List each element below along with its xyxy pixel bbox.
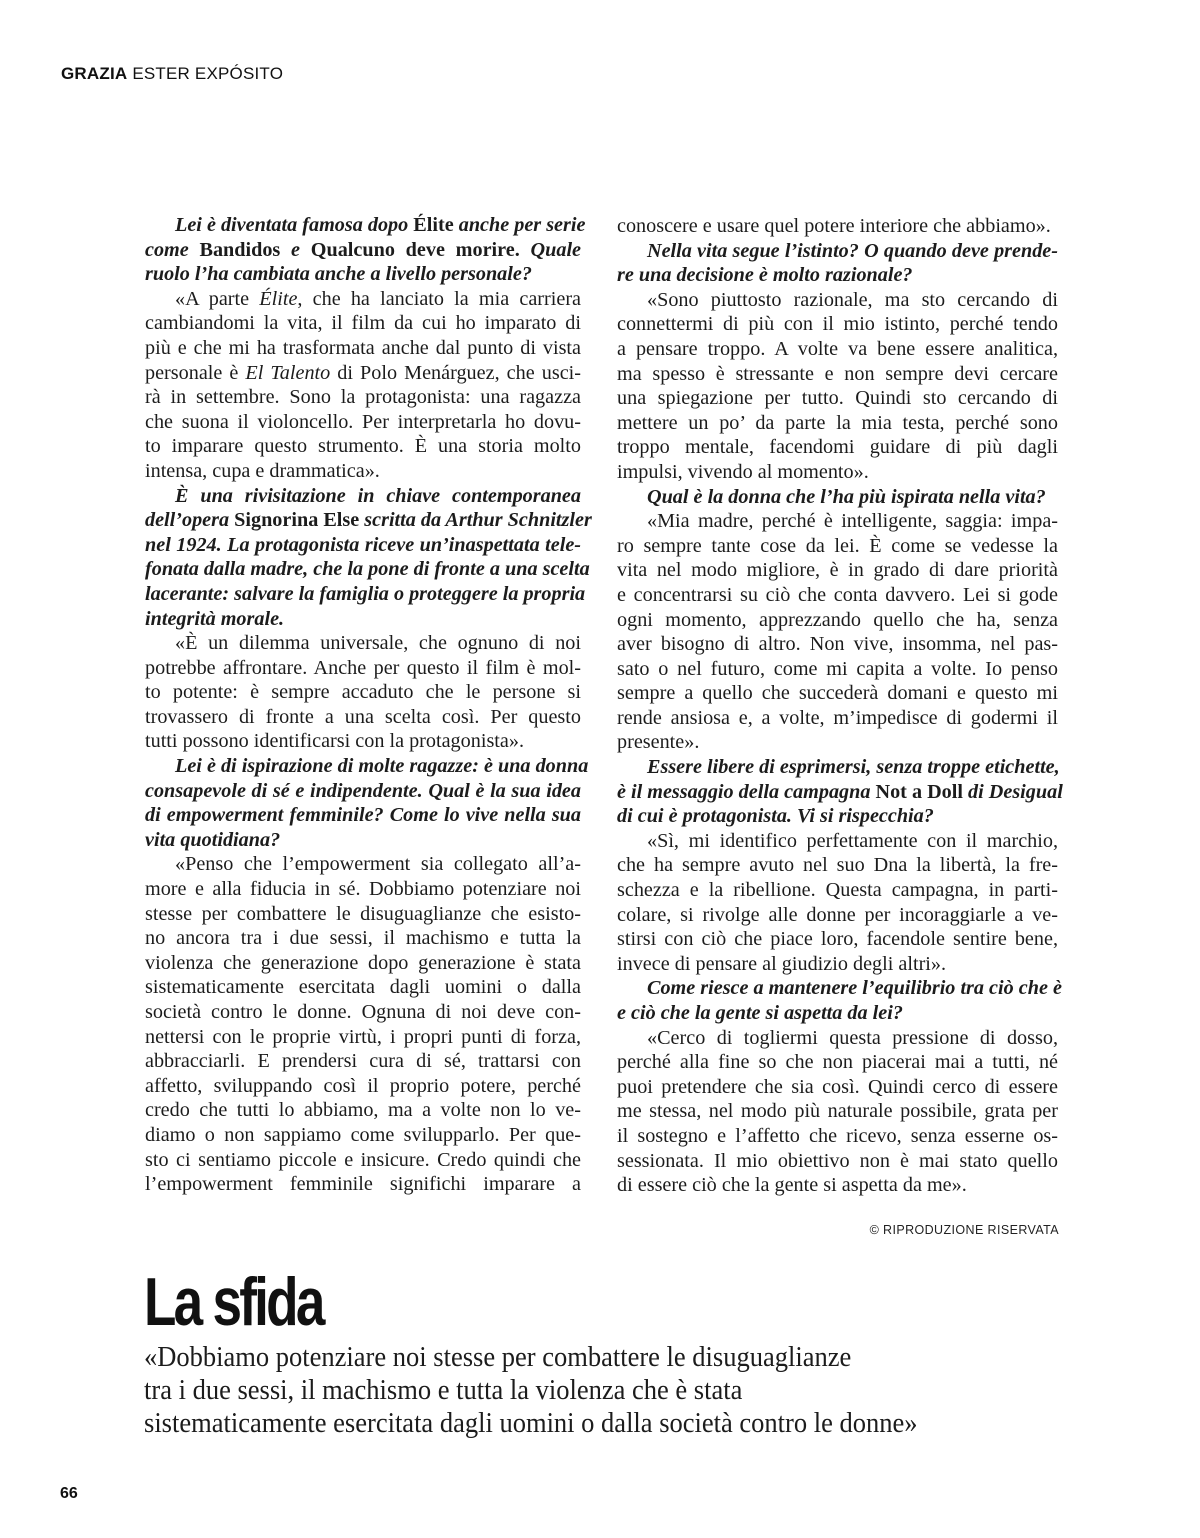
article-column-right xyxy=(617,214,1063,1198)
text-line: me stessa, nel modo più naturale possibile, grata per xyxy=(617,1100,1058,1123)
pull-quote-line: «Dobbiamo potenziare noi stesse per combattere le disuguaglianze xyxy=(144,1342,852,1373)
text-line: una spiegazione per tutto. Quindi sto cercando di xyxy=(617,387,1058,410)
text-line: è il messaggio della campagna Not a Doll di Desigual xyxy=(617,780,1063,803)
text-line: aver bisogno di altro. Non vive, insomma, nel pas- xyxy=(617,633,1058,656)
text-line: presente». xyxy=(617,731,700,754)
text-line: Lei è diventata famosa dopo Élite anche per serie xyxy=(175,214,586,236)
interview-answer xyxy=(617,214,1058,239)
text-line: perché alla fine so che non piacerai mai a tutti, né xyxy=(617,1051,1058,1074)
text-line: no ancora tra i due sessi, il machismo e tutta la xyxy=(145,927,581,950)
text-line: vita quotidiana? xyxy=(145,828,281,851)
text-line: rà in settembre. Sono la protagonista: una ragazza xyxy=(145,386,581,409)
text-line: sempre a quello che succederà domani e questo mi xyxy=(617,682,1058,705)
text-line: affetto, sviluppando così il proprio potere, perché xyxy=(145,1074,581,1097)
text-line: to imparare questo strumento. È una storia molto xyxy=(145,435,581,458)
text-line: schezza e la ribellione. Questa campagna, in parti- xyxy=(617,879,1058,902)
interview-answer xyxy=(617,1026,1058,1198)
page-number: 66 xyxy=(60,1485,78,1502)
text-line: colare, si rivolge alle donne per incoraggiarle a ve- xyxy=(617,903,1058,926)
interview-question xyxy=(145,754,589,852)
text-line: mettere un po’ da parte la mia testa, perché sono xyxy=(617,411,1058,434)
text-line: nettersi con le proprie virtù, i propri punti di forza, xyxy=(145,1025,581,1048)
text-line: e ciò che la gente si aspetta da lei? xyxy=(617,1002,903,1024)
text-line: sto ci sentiamo piccole e insicure. Credo quindi che xyxy=(145,1148,581,1171)
pull-quote-line: tra i due sessi, il machismo e tutta la violenza che è stata xyxy=(144,1375,743,1406)
text-line: personale è El Talento di Polo Menárguez, che usci- xyxy=(145,361,581,384)
interview-question xyxy=(145,213,586,287)
text-line: consapevole di sé e indipendente. Qual è la sua idea xyxy=(145,779,581,802)
running-head xyxy=(61,64,283,84)
text-line: stesse per combattere le disuguaglianze che esisto- xyxy=(145,902,581,925)
text-line: ruolo l’ha cambiata anche a livello personale? xyxy=(145,263,532,286)
interview-answer xyxy=(617,829,1058,977)
text-line: puoi pretendere che sia così. Quindi cerco di essere xyxy=(617,1075,1058,1098)
text-line: diamo o non sappiamo come svilupparlo. Per que- xyxy=(145,1123,581,1146)
text-line: sistematicamente esercitata dagli uomini o dalla xyxy=(145,976,581,999)
article-column-left xyxy=(145,213,592,1197)
text-line: e concentrarsi su ciò che conta davvero. Lei si gode xyxy=(617,583,1058,606)
text-line: nel 1924. La protagonista riceve un’inaspettata tele- xyxy=(145,533,581,556)
text-line: «È un dilemma universale, che ognuno di noi xyxy=(175,632,581,655)
interview-answer xyxy=(145,852,581,1196)
text-line: cambiandomi la vita, il film da cui ho imparato di xyxy=(145,312,581,335)
text-line: È una rivisitazione in chiave contemporanea xyxy=(175,484,581,507)
text-line: di cui è protagonista. Vi si rispecchia? xyxy=(617,805,934,828)
interview-answer xyxy=(145,631,581,754)
text-line: abbracciarli. E prendersi cura di sé, trattarsi con xyxy=(145,1050,581,1073)
text-line: l’empowerment femminile significhi imparare a xyxy=(145,1173,581,1196)
text-line: «Cerco di togliermi questa pressione di dosso, xyxy=(647,1026,1058,1049)
interview-question xyxy=(617,755,1063,829)
text-line: potrebbe affrontare. Anche per questo il film è mol- xyxy=(145,656,581,679)
text-line: di essere ciò che la gente si aspetta da me». xyxy=(617,1174,967,1197)
text-line: fonata dalla madre, che la pone di fronte a una scelta xyxy=(145,558,590,581)
text-line: Come riesce a mantenere l’equilibrio tra ciò che è xyxy=(647,977,1062,1000)
text-line: sato o nel futuro, come mi capita a volte. Io penso xyxy=(617,657,1058,680)
text-line: Nella vita segue l’istinto? O quando deve prende- xyxy=(647,239,1058,262)
text-line: invece di pensare al giudizio degli altri». xyxy=(617,952,947,975)
interview-answer xyxy=(617,509,1058,755)
text-line: ma spesso è stressante e non sempre devi cercare xyxy=(617,362,1058,385)
text-line: «Mia madre, perché è intelligente, saggia: impa- xyxy=(647,510,1058,533)
pull-quote-title: La sfida xyxy=(144,1264,323,1340)
text-line: impulsi, vivendo al momento». xyxy=(617,460,869,483)
text-line: che suona il violoncello. Per interpretarla ho dovu- xyxy=(145,410,581,433)
text-line: «Sono piuttosto razionale, ma sto cercando di xyxy=(647,288,1058,311)
text-line: come Bandidos e Qualcuno deve morire. Quale xyxy=(145,238,582,261)
text-line: che ha sempre avuto nel suo Dna la libertà, la fre- xyxy=(617,854,1058,877)
text-line: integrità morale. xyxy=(145,607,285,630)
text-line: tutti possono identificarsi con la protagonista». xyxy=(145,730,525,753)
magazine-brand: GRAZIA xyxy=(61,64,128,83)
text-line: ogni momento, apprezzando quello che ha, senza xyxy=(617,608,1058,631)
text-line: to potente: è sempre accaduto che le persone si xyxy=(145,681,581,704)
text-line: di empowerment femminile? Come lo vive nella sua xyxy=(145,804,581,827)
pull-quote xyxy=(144,1341,918,1440)
interview-question xyxy=(617,976,1062,1025)
text-line: Qual è la donna che l’ha più ispirata nella vita? xyxy=(647,485,1046,508)
text-line: dell’opera Signorina Else scritta da Arthur Schnitzler xyxy=(145,509,592,532)
pull-quote-line: sistematicamente esercitata dagli uomini o dalla società contro le donne» xyxy=(144,1408,918,1439)
text-line: «Sì, mi identifico perfettamente con il marchio, xyxy=(647,829,1058,852)
text-line: stirsi con ciò che piace loro, facendole sentire bene, xyxy=(617,928,1058,951)
interview-question xyxy=(617,485,1058,510)
text-line: more e alla fiducia in sé. Dobbiamo potenziare noi xyxy=(145,878,581,901)
interview-answer xyxy=(145,287,581,484)
text-line: rende ansiosa e, a volte, m’impedisce di godermi il xyxy=(617,706,1058,729)
text-line: lacerante: salvare la famiglia o proteggere la propria xyxy=(145,582,586,605)
article-subject: ESTER EXPÓSITO xyxy=(132,64,284,83)
text-line: sessionata. Il mio obiettivo non è mai stato quello xyxy=(617,1149,1058,1172)
text-line: «Penso che l’empowerment sia collegato all’a- xyxy=(175,853,581,876)
copyright-notice: © RIPRODUZIONE RISERVATA xyxy=(869,1223,1059,1237)
interview-question xyxy=(617,239,1058,288)
text-line: credo che tutti lo abbiamo, ma a volte non lo ve- xyxy=(145,1099,581,1122)
interview-answer xyxy=(617,288,1058,485)
text-line: connettermi di più con il mio istinto, perché tendo xyxy=(617,313,1058,336)
text-line: re una decisione è molto razionale? xyxy=(617,264,913,287)
text-line: società contro le donne. Ognuna di noi deve con- xyxy=(145,1001,581,1023)
text-line: più e che mi ha trasformata anche dal punto di vista xyxy=(145,336,581,359)
text-line: ro sempre tante cose da lei. È come se vedesse la xyxy=(617,534,1058,557)
text-line: a pensare troppo. A volte va bene essere analitica, xyxy=(617,337,1058,360)
text-line: conoscere e usare quel potere interiore che abbiamo». xyxy=(617,215,1051,237)
interview-question xyxy=(145,484,592,632)
text-line: intensa, cupa e drammatica». xyxy=(145,459,380,482)
text-line: Lei è di ispirazione di molte ragazze: è una donna xyxy=(175,755,589,778)
text-line: il sostegno e l’affetto che ricevo, senza esserne os- xyxy=(617,1124,1058,1147)
text-line: trovassero di fronte a una scelta così. Per questo xyxy=(145,705,581,728)
text-line: vita nel modo migliore, è in grado di dare priorità xyxy=(617,559,1058,582)
text-line: «A parte Élite, che ha lanciato la mia carriera xyxy=(175,287,581,310)
text-line: troppo mentale, facendomi guidare di più dagli xyxy=(617,436,1058,459)
text-line: Essere libere di esprimersi, senza troppe etichette, xyxy=(647,756,1060,779)
text-line: violenza che generazione dopo generazione è stata xyxy=(145,951,581,974)
